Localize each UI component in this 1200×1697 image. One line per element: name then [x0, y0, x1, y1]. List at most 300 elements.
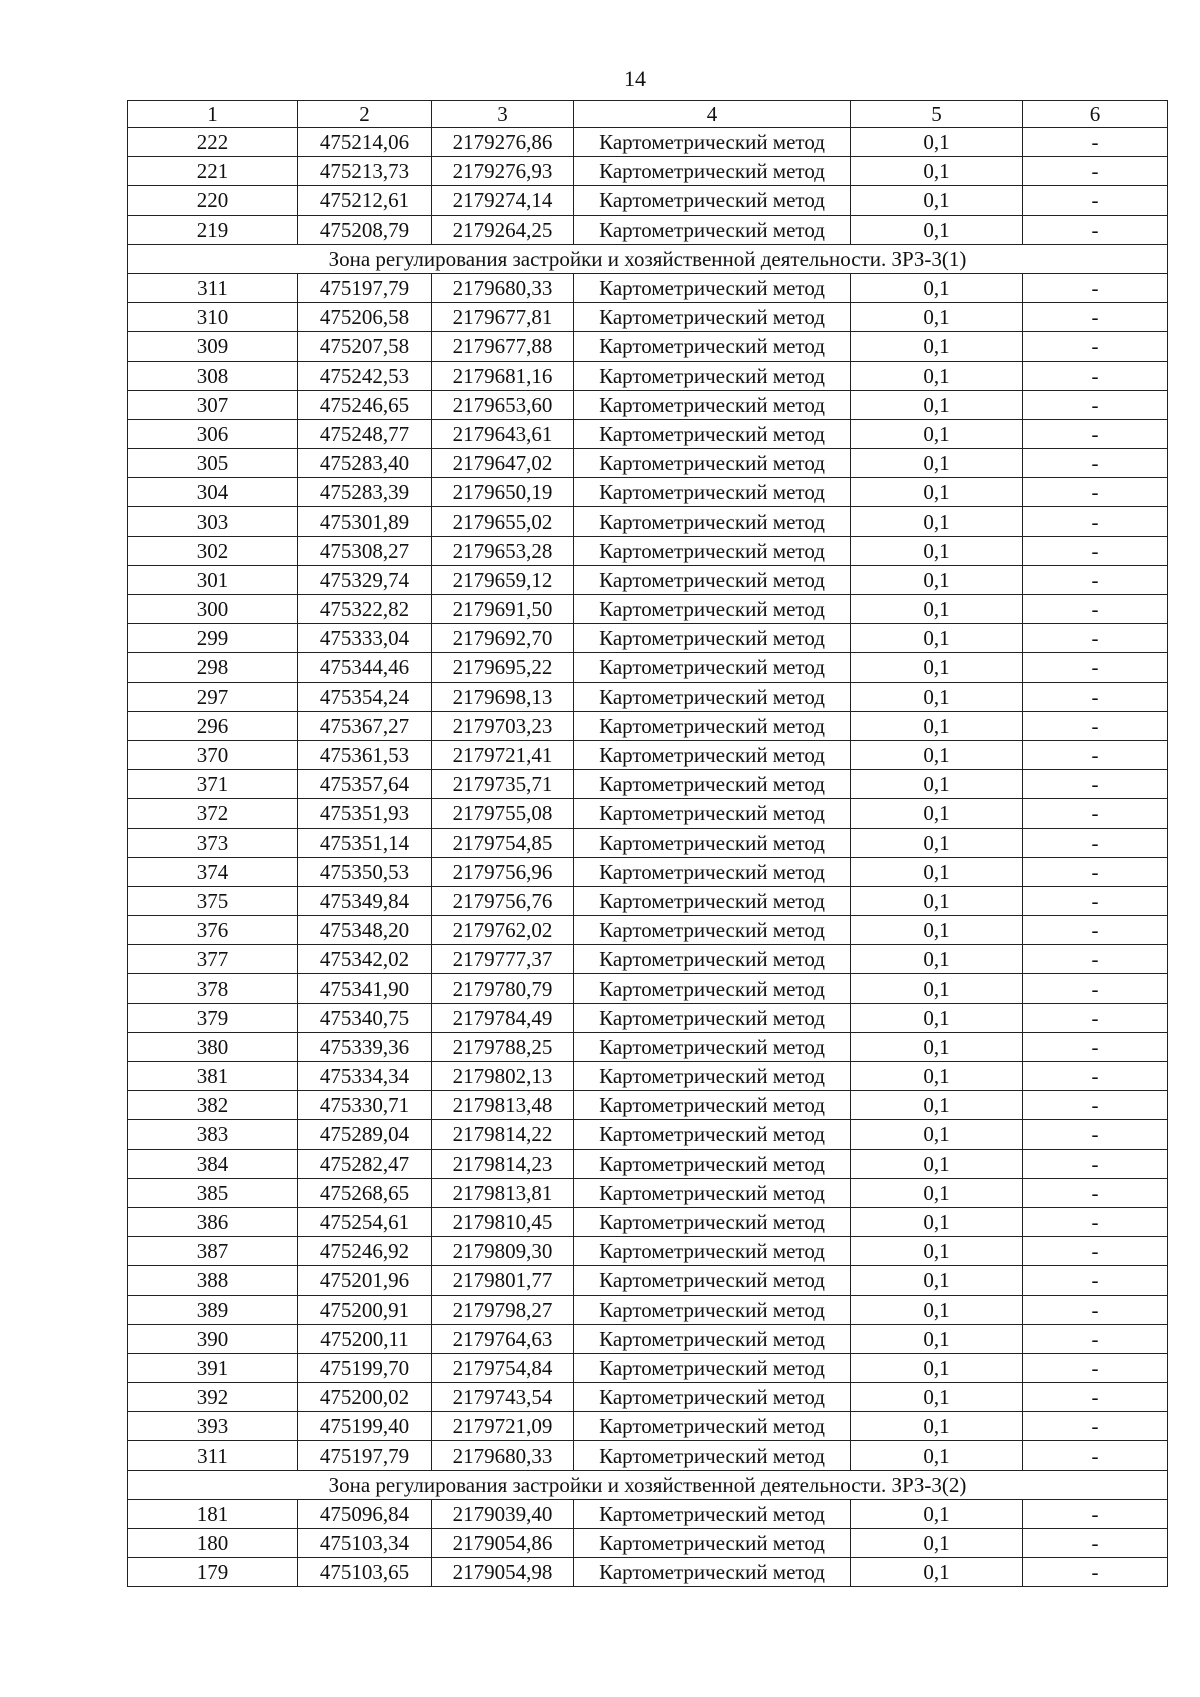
accuracy-cell: 0,1	[851, 1237, 1023, 1266]
accuracy-cell: 0,1	[851, 1412, 1023, 1441]
method-cell: Картометрический метод	[574, 1003, 851, 1032]
method-cell: Картометрический метод	[574, 799, 851, 828]
accuracy-cell: 0,1	[851, 1149, 1023, 1178]
y-coordinate-cell: 2179802,13	[432, 1062, 574, 1091]
x-coordinate-cell: 475354,24	[298, 682, 432, 711]
method-cell: Картометрический метод	[574, 1062, 851, 1091]
table-row	[128, 945, 1168, 974]
note-cell: -	[1023, 1032, 1168, 1061]
note-cell: -	[1023, 128, 1168, 157]
x-coordinate-cell: 475283,40	[298, 449, 432, 478]
x-coordinate-cell: 475341,90	[298, 974, 432, 1003]
note-cell: -	[1023, 507, 1168, 536]
x-coordinate-cell: 475208,79	[298, 215, 432, 244]
x-coordinate-cell: 475340,75	[298, 1003, 432, 1032]
x-coordinate-cell: 475200,11	[298, 1324, 432, 1353]
y-coordinate-cell: 2179680,33	[432, 273, 574, 302]
accuracy-cell: 0,1	[851, 916, 1023, 945]
note-cell: -	[1023, 1178, 1168, 1207]
y-coordinate-cell: 2179801,77	[432, 1266, 574, 1295]
table-row	[128, 1032, 1168, 1061]
x-coordinate-cell: 475330,71	[298, 1091, 432, 1120]
header-row	[128, 101, 1168, 128]
point-number-cell: 378	[128, 974, 298, 1003]
x-coordinate-cell: 475197,79	[298, 1441, 432, 1470]
method-cell: Картометрический метод	[574, 303, 851, 332]
table-row	[128, 1237, 1168, 1266]
method-cell: Картометрический метод	[574, 449, 851, 478]
x-coordinate-cell: 475103,34	[298, 1529, 432, 1558]
y-coordinate-cell: 2179762,02	[432, 916, 574, 945]
table-row	[128, 1120, 1168, 1149]
x-coordinate-cell: 475199,70	[298, 1353, 432, 1382]
table-row	[128, 215, 1168, 244]
table-row	[128, 711, 1168, 740]
note-cell: -	[1023, 916, 1168, 945]
note-cell: -	[1023, 186, 1168, 215]
x-coordinate-cell: 475197,79	[298, 273, 432, 302]
table-row	[128, 916, 1168, 945]
accuracy-cell: 0,1	[851, 1295, 1023, 1324]
table-row	[128, 857, 1168, 886]
accuracy-cell: 0,1	[851, 1120, 1023, 1149]
table-row	[128, 1441, 1168, 1470]
method-cell: Картометрический метод	[574, 1353, 851, 1382]
table-row	[128, 682, 1168, 711]
accuracy-cell: 0,1	[851, 1324, 1023, 1353]
x-coordinate-cell: 475103,65	[298, 1558, 432, 1587]
point-number-cell: 305	[128, 449, 298, 478]
table-row	[128, 1149, 1168, 1178]
method-cell: Картометрический метод	[574, 507, 851, 536]
accuracy-cell: 0,1	[851, 303, 1023, 332]
note-cell: -	[1023, 565, 1168, 594]
method-cell: Картометрический метод	[574, 1295, 851, 1324]
table-row	[128, 1558, 1168, 1587]
point-number-cell: 373	[128, 828, 298, 857]
table-row	[128, 828, 1168, 857]
accuracy-cell: 0,1	[851, 128, 1023, 157]
coordinates-table	[127, 100, 1168, 1587]
method-cell: Картометрический метод	[574, 390, 851, 419]
accuracy-cell: 0,1	[851, 1558, 1023, 1587]
point-number-cell: 385	[128, 1178, 298, 1207]
method-cell: Картометрический метод	[574, 536, 851, 565]
x-coordinate-cell: 475200,91	[298, 1295, 432, 1324]
note-cell: -	[1023, 1091, 1168, 1120]
accuracy-cell: 0,1	[851, 1178, 1023, 1207]
note-cell: -	[1023, 799, 1168, 828]
note-cell: -	[1023, 886, 1168, 915]
accuracy-cell: 0,1	[851, 1441, 1023, 1470]
table-row	[128, 1266, 1168, 1295]
note-cell: -	[1023, 1353, 1168, 1382]
table-row	[128, 740, 1168, 769]
y-coordinate-cell: 2179764,63	[432, 1324, 574, 1353]
point-number-cell: 388	[128, 1266, 298, 1295]
note-cell: -	[1023, 1003, 1168, 1032]
note-cell: -	[1023, 1062, 1168, 1091]
table-row	[128, 1091, 1168, 1120]
y-coordinate-cell: 2179054,86	[432, 1529, 574, 1558]
table-row	[128, 478, 1168, 507]
x-coordinate-cell: 475212,61	[298, 186, 432, 215]
y-coordinate-cell: 2179659,12	[432, 565, 574, 594]
method-cell: Картометрический метод	[574, 1558, 851, 1587]
y-coordinate-cell: 2179810,45	[432, 1207, 574, 1236]
x-coordinate-cell: 475248,77	[298, 419, 432, 448]
y-coordinate-cell: 2179756,76	[432, 886, 574, 915]
note-cell: -	[1023, 653, 1168, 682]
accuracy-cell: 0,1	[851, 361, 1023, 390]
x-coordinate-cell: 475350,53	[298, 857, 432, 886]
point-number-cell: 297	[128, 682, 298, 711]
accuracy-cell: 0,1	[851, 974, 1023, 1003]
y-coordinate-cell: 2179650,19	[432, 478, 574, 507]
y-coordinate-cell: 2179698,13	[432, 682, 574, 711]
y-coordinate-cell: 2179274,14	[432, 186, 574, 215]
point-number-cell: 381	[128, 1062, 298, 1091]
point-number-cell: 308	[128, 361, 298, 390]
point-number-cell: 372	[128, 799, 298, 828]
x-coordinate-cell: 475367,27	[298, 711, 432, 740]
accuracy-cell: 0,1	[851, 1091, 1023, 1120]
x-coordinate-cell: 475361,53	[298, 740, 432, 769]
point-number-cell: 382	[128, 1091, 298, 1120]
accuracy-cell: 0,1	[851, 449, 1023, 478]
note-cell: -	[1023, 770, 1168, 799]
note-cell: -	[1023, 303, 1168, 332]
page-number: 14	[624, 66, 646, 91]
y-coordinate-cell: 2179798,27	[432, 1295, 574, 1324]
accuracy-cell: 0,1	[851, 273, 1023, 302]
note-cell: -	[1023, 1207, 1168, 1236]
method-cell: Картометрический метод	[574, 1441, 851, 1470]
point-number-cell: 392	[128, 1383, 298, 1412]
method-cell: Картометрический метод	[574, 974, 851, 1003]
note-cell: -	[1023, 157, 1168, 186]
x-coordinate-cell: 475246,92	[298, 1237, 432, 1266]
accuracy-cell: 0,1	[851, 390, 1023, 419]
point-number-cell: 384	[128, 1149, 298, 1178]
point-number-cell: 370	[128, 740, 298, 769]
note-cell: -	[1023, 711, 1168, 740]
x-coordinate-cell: 475322,82	[298, 595, 432, 624]
accuracy-cell: 0,1	[851, 536, 1023, 565]
point-number-cell: 299	[128, 624, 298, 653]
method-cell: Картометрический метод	[574, 595, 851, 624]
point-number-cell: 376	[128, 916, 298, 945]
note-cell: -	[1023, 1120, 1168, 1149]
point-number-cell: 311	[128, 1441, 298, 1470]
accuracy-cell: 0,1	[851, 595, 1023, 624]
y-coordinate-cell: 2179653,28	[432, 536, 574, 565]
y-coordinate-cell: 2179735,71	[432, 770, 574, 799]
point-number-cell: 219	[128, 215, 298, 244]
note-cell: -	[1023, 361, 1168, 390]
table-row	[128, 624, 1168, 653]
y-coordinate-cell: 2179814,22	[432, 1120, 574, 1149]
x-coordinate-cell: 475283,39	[298, 478, 432, 507]
point-number-cell: 375	[128, 886, 298, 915]
y-coordinate-cell: 2179780,79	[432, 974, 574, 1003]
table-row	[128, 1529, 1168, 1558]
note-cell: -	[1023, 828, 1168, 857]
point-number-cell: 298	[128, 653, 298, 682]
accuracy-cell: 0,1	[851, 653, 1023, 682]
y-coordinate-cell: 2179054,98	[432, 1558, 574, 1587]
point-number-cell: 180	[128, 1529, 298, 1558]
accuracy-cell: 0,1	[851, 157, 1023, 186]
x-coordinate-cell: 475344,46	[298, 653, 432, 682]
table-row	[128, 1383, 1168, 1412]
accuracy-cell: 0,1	[851, 857, 1023, 886]
point-number-cell: 221	[128, 157, 298, 186]
x-coordinate-cell: 475213,73	[298, 157, 432, 186]
point-number-cell: 304	[128, 478, 298, 507]
point-number-cell: 302	[128, 536, 298, 565]
x-coordinate-cell: 475351,93	[298, 799, 432, 828]
x-coordinate-cell: 475200,02	[298, 1383, 432, 1412]
table-row	[128, 770, 1168, 799]
y-coordinate-cell: 2179276,93	[432, 157, 574, 186]
accuracy-cell: 0,1	[851, 770, 1023, 799]
table-row	[128, 419, 1168, 448]
y-coordinate-cell: 2179754,84	[432, 1353, 574, 1382]
point-number-cell: 380	[128, 1032, 298, 1061]
x-coordinate-cell: 475201,96	[298, 1266, 432, 1295]
section-header-row	[128, 244, 1168, 273]
table-row	[128, 1003, 1168, 1032]
accuracy-cell: 0,1	[851, 828, 1023, 857]
accuracy-cell: 0,1	[851, 682, 1023, 711]
x-coordinate-cell: 475096,84	[298, 1499, 432, 1528]
note-cell: -	[1023, 595, 1168, 624]
method-cell: Картометрический метод	[574, 186, 851, 215]
method-cell: Картометрический метод	[574, 857, 851, 886]
accuracy-cell: 0,1	[851, 215, 1023, 244]
x-coordinate-cell: 475301,89	[298, 507, 432, 536]
x-coordinate-cell: 475199,40	[298, 1412, 432, 1441]
method-cell: Картометрический метод	[574, 1529, 851, 1558]
table-row	[128, 1295, 1168, 1324]
y-coordinate-cell: 2179755,08	[432, 799, 574, 828]
x-coordinate-cell: 475214,06	[298, 128, 432, 157]
method-cell: Картометрический метод	[574, 1412, 851, 1441]
table-row	[128, 157, 1168, 186]
section-title: Зона регулирования застройки и хозяйственной деятельности. ЗРЗ-3(1)	[128, 244, 1168, 273]
method-cell: Картометрический метод	[574, 1207, 851, 1236]
note-cell: -	[1023, 740, 1168, 769]
point-number-cell: 179	[128, 1558, 298, 1587]
y-coordinate-cell: 2179721,09	[432, 1412, 574, 1441]
x-coordinate-cell: 475329,74	[298, 565, 432, 594]
point-number-cell: 374	[128, 857, 298, 886]
x-coordinate-cell: 475339,36	[298, 1032, 432, 1061]
section-title: Зона регулирования застройки и хозяйственной деятельности. ЗРЗ-3(2)	[128, 1470, 1168, 1499]
accuracy-cell: 0,1	[851, 624, 1023, 653]
y-coordinate-cell: 2179809,30	[432, 1237, 574, 1266]
point-number-cell: 387	[128, 1237, 298, 1266]
note-cell: -	[1023, 390, 1168, 419]
y-coordinate-cell: 2179643,61	[432, 419, 574, 448]
method-cell: Картометрический метод	[574, 711, 851, 740]
note-cell: -	[1023, 1237, 1168, 1266]
point-number-cell: 391	[128, 1353, 298, 1382]
point-number-cell: 383	[128, 1120, 298, 1149]
method-cell: Картометрический метод	[574, 273, 851, 302]
point-number-cell: 309	[128, 332, 298, 361]
accuracy-cell: 0,1	[851, 565, 1023, 594]
accuracy-cell: 0,1	[851, 1529, 1023, 1558]
header-cell: 1	[128, 101, 298, 128]
table-row	[128, 507, 1168, 536]
table-row	[128, 886, 1168, 915]
point-number-cell: 386	[128, 1207, 298, 1236]
accuracy-cell: 0,1	[851, 507, 1023, 536]
x-coordinate-cell: 475282,47	[298, 1149, 432, 1178]
x-coordinate-cell: 475357,64	[298, 770, 432, 799]
header-cell: 2	[298, 101, 432, 128]
method-cell: Картометрический метод	[574, 419, 851, 448]
point-number-cell: 393	[128, 1412, 298, 1441]
accuracy-cell: 0,1	[851, 1207, 1023, 1236]
y-coordinate-cell: 2179777,37	[432, 945, 574, 974]
y-coordinate-cell: 2179813,81	[432, 1178, 574, 1207]
table-header	[128, 101, 1168, 128]
method-cell: Картометрический метод	[574, 886, 851, 915]
accuracy-cell: 0,1	[851, 886, 1023, 915]
table-row	[128, 1207, 1168, 1236]
method-cell: Картометрический метод	[574, 916, 851, 945]
accuracy-cell: 0,1	[851, 711, 1023, 740]
method-cell: Картометрический метод	[574, 1324, 851, 1353]
note-cell: -	[1023, 478, 1168, 507]
method-cell: Картометрический метод	[574, 478, 851, 507]
accuracy-cell: 0,1	[851, 1003, 1023, 1032]
table-body	[128, 128, 1168, 1587]
note-cell: -	[1023, 945, 1168, 974]
y-coordinate-cell: 2179681,16	[432, 361, 574, 390]
note-cell: -	[1023, 1383, 1168, 1412]
method-cell: Картометрический метод	[574, 828, 851, 857]
accuracy-cell: 0,1	[851, 1499, 1023, 1528]
note-cell: -	[1023, 1266, 1168, 1295]
note-cell: -	[1023, 536, 1168, 565]
y-coordinate-cell: 2179692,70	[432, 624, 574, 653]
note-cell: -	[1023, 1499, 1168, 1528]
note-cell: -	[1023, 215, 1168, 244]
point-number-cell: 311	[128, 273, 298, 302]
method-cell: Картометрический метод	[574, 1032, 851, 1061]
table-row	[128, 565, 1168, 594]
table-row	[128, 536, 1168, 565]
table-row	[128, 1324, 1168, 1353]
note-cell: -	[1023, 1558, 1168, 1587]
accuracy-cell: 0,1	[851, 1032, 1023, 1061]
y-coordinate-cell: 2179647,02	[432, 449, 574, 478]
accuracy-cell: 0,1	[851, 1266, 1023, 1295]
accuracy-cell: 0,1	[851, 186, 1023, 215]
y-coordinate-cell: 2179784,49	[432, 1003, 574, 1032]
table-row	[128, 653, 1168, 682]
table-row	[128, 303, 1168, 332]
point-number-cell: 303	[128, 507, 298, 536]
method-cell: Картометрический метод	[574, 1383, 851, 1412]
x-coordinate-cell: 475351,14	[298, 828, 432, 857]
point-number-cell: 220	[128, 186, 298, 215]
x-coordinate-cell: 475333,04	[298, 624, 432, 653]
accuracy-cell: 0,1	[851, 740, 1023, 769]
header-cell: 4	[574, 101, 851, 128]
y-coordinate-cell: 2179677,88	[432, 332, 574, 361]
y-coordinate-cell: 2179695,22	[432, 653, 574, 682]
method-cell: Картометрический метод	[574, 565, 851, 594]
table-row	[128, 1412, 1168, 1441]
x-coordinate-cell: 475206,58	[298, 303, 432, 332]
point-number-cell: 371	[128, 770, 298, 799]
point-number-cell: 377	[128, 945, 298, 974]
accuracy-cell: 0,1	[851, 1383, 1023, 1412]
point-number-cell: 390	[128, 1324, 298, 1353]
x-coordinate-cell: 475246,65	[298, 390, 432, 419]
table-row	[128, 186, 1168, 215]
method-cell: Картометрический метод	[574, 1120, 851, 1149]
point-number-cell: 222	[128, 128, 298, 157]
table-row	[128, 1062, 1168, 1091]
note-cell: -	[1023, 1412, 1168, 1441]
y-coordinate-cell: 2179680,33	[432, 1441, 574, 1470]
method-cell: Картометрический метод	[574, 1499, 851, 1528]
accuracy-cell: 0,1	[851, 478, 1023, 507]
note-cell: -	[1023, 857, 1168, 886]
table-row	[128, 1499, 1168, 1528]
note-cell: -	[1023, 1295, 1168, 1324]
note-cell: -	[1023, 1529, 1168, 1558]
x-coordinate-cell: 475268,65	[298, 1178, 432, 1207]
method-cell: Картометрический метод	[574, 215, 851, 244]
accuracy-cell: 0,1	[851, 945, 1023, 974]
y-coordinate-cell: 2179743,54	[432, 1383, 574, 1412]
y-coordinate-cell: 2179691,50	[432, 595, 574, 624]
x-coordinate-cell: 475207,58	[298, 332, 432, 361]
point-number-cell: 389	[128, 1295, 298, 1324]
table-row	[128, 128, 1168, 157]
y-coordinate-cell: 2179653,60	[432, 390, 574, 419]
header-cell: 5	[851, 101, 1023, 128]
note-cell: -	[1023, 419, 1168, 448]
method-cell: Картометрический метод	[574, 653, 851, 682]
y-coordinate-cell: 2179788,25	[432, 1032, 574, 1061]
table-row	[128, 449, 1168, 478]
method-cell: Картометрический метод	[574, 1266, 851, 1295]
x-coordinate-cell: 475349,84	[298, 886, 432, 915]
table-row	[128, 595, 1168, 624]
table-row	[128, 273, 1168, 302]
y-coordinate-cell: 2179721,41	[432, 740, 574, 769]
y-coordinate-cell: 2179655,02	[432, 507, 574, 536]
point-number-cell: 307	[128, 390, 298, 419]
y-coordinate-cell: 2179756,96	[432, 857, 574, 886]
x-coordinate-cell: 475254,61	[298, 1207, 432, 1236]
method-cell: Картометрический метод	[574, 1149, 851, 1178]
method-cell: Картометрический метод	[574, 624, 851, 653]
method-cell: Картометрический метод	[574, 157, 851, 186]
accuracy-cell: 0,1	[851, 1062, 1023, 1091]
method-cell: Картометрический метод	[574, 332, 851, 361]
y-coordinate-cell: 2179264,25	[432, 215, 574, 244]
y-coordinate-cell: 2179039,40	[432, 1499, 574, 1528]
